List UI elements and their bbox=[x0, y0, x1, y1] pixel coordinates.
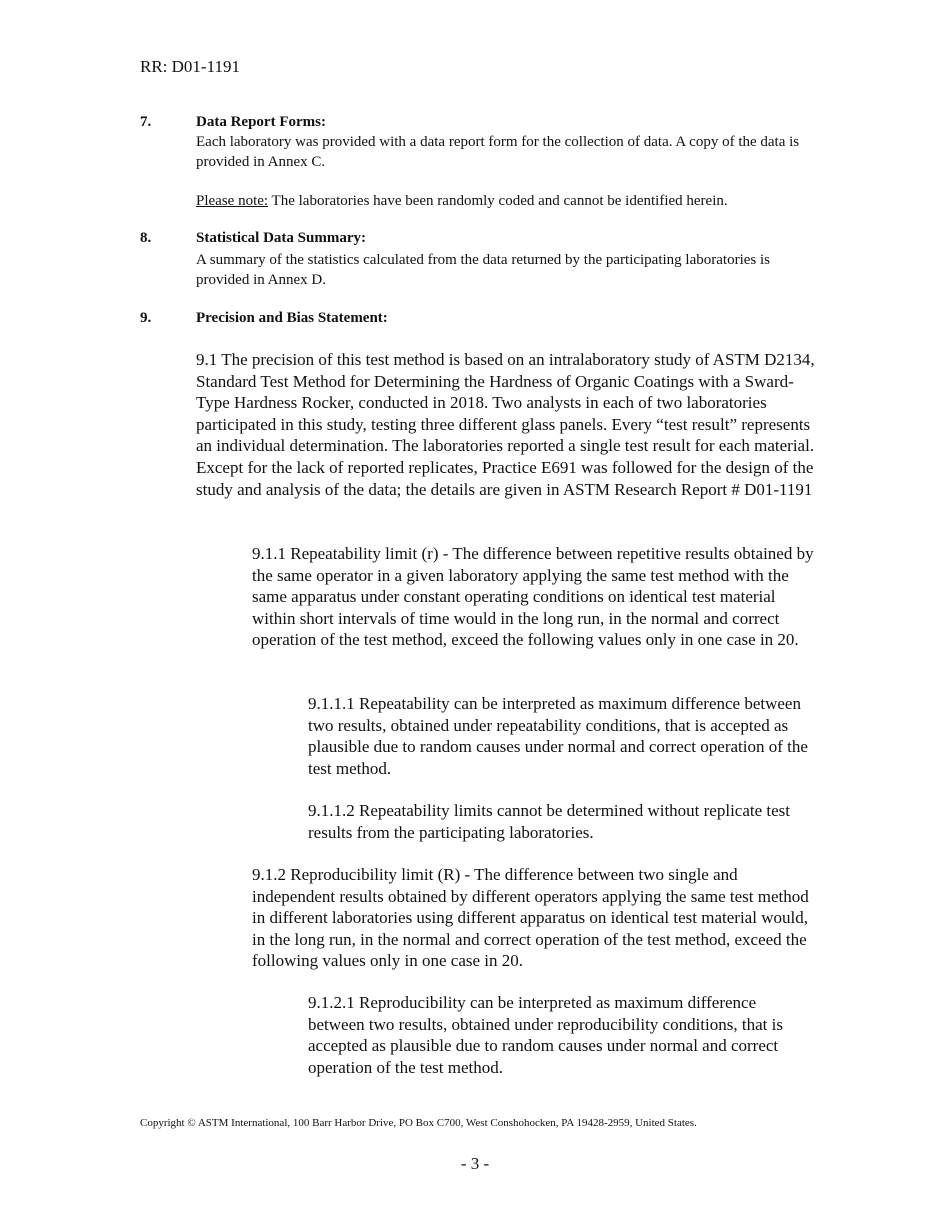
paragraph-9-1: 9.1 The precision of this test method is based on an intralaboratory study of ASTM D2134, Standard Test Method for Determining the Hardness of Organic Coatings with a Sward-Type Hardness Rocker, conducted in 2018. Two analysts in each of two laboratories participated in this study, testing three different glass panels. Every “test result” represents an individual determination. The laboratories reported a single test result for each material. Except for the lack of reported replicates, Practice E691 was followed for the design of the study and analysis of the data; the details are given in ASTM Research Report # D01-1191 bbox=[196, 350, 815, 499]
section-8-number: 8. bbox=[140, 230, 152, 246]
paragraph-9-1-2: 9.1.2 Reproducibility limit (R) - The difference between two single and independent results obtained by different operators applying the same test method in different laboratories using different apparatus on identical test material would, in the long run, in the normal and correct operation of the test method, exceed the following values only in one case in 20. bbox=[252, 865, 809, 971]
paragraph-9-1-1: 9.1.1 Repeatability limit (r) - The difference between repetitive results obtained by the same operator in a given laboratory applying the same test method with the same apparatus under constant operating conditions on identical test material within short intervals of time would in the long run, in the normal and correct operation of the test method, exceed the following values only in one case in 20. bbox=[252, 544, 814, 650]
section-7-title: Data Report Forms: bbox=[196, 114, 326, 130]
section-9-title: Precision and Bias Statement: bbox=[196, 310, 388, 326]
copyright-footer: Copyright © ASTM International, 100 Barr Harbor Drive, PO Box C700, West Conshohocken, PA 19428-2959, United States. bbox=[140, 1117, 697, 1129]
section-7-note bbox=[196, 191, 836, 211]
paragraph-9-1-1-2: 9.1.1.2 Repeatability limits cannot be determined without replicate test results from the participating laboratories. bbox=[308, 801, 791, 842]
report-id-header: RR: D01-1191 bbox=[140, 57, 240, 76]
section-9-number: 9. bbox=[140, 310, 152, 326]
note-label: Please note: bbox=[196, 193, 269, 209]
section-8-title: Statistical Data Summary: bbox=[196, 230, 366, 246]
paragraph-9-1-1-1: 9.1.1.1 Repeatability can be interpreted as maximum difference between two results, obtained under repeatability conditions, that is accepted as plausible due to random causes under normal and correct operation of the test method. bbox=[308, 694, 808, 778]
section-7-body: Each laboratory was provided with a data report form for the collection of data. A copy of the data is provided in Annex C. bbox=[196, 134, 800, 170]
section-7-number: 7. bbox=[140, 114, 152, 130]
section-8-body: A summary of the statistics calculated from the data returned by the participating laboratories is provided in Annex D. bbox=[196, 252, 770, 288]
page-number: - 3 - bbox=[460, 1154, 490, 1173]
note-text: The laboratories have been randomly coded and cannot be identified herein. bbox=[268, 193, 728, 209]
paragraph-9-1-2-1: 9.1.2.1 Reproducibility can be interpreted as maximum difference between two results, obtained under reproducibility conditions, that is accepted as plausible due to random causes under normal and correct operation of the test method. bbox=[308, 993, 783, 1077]
